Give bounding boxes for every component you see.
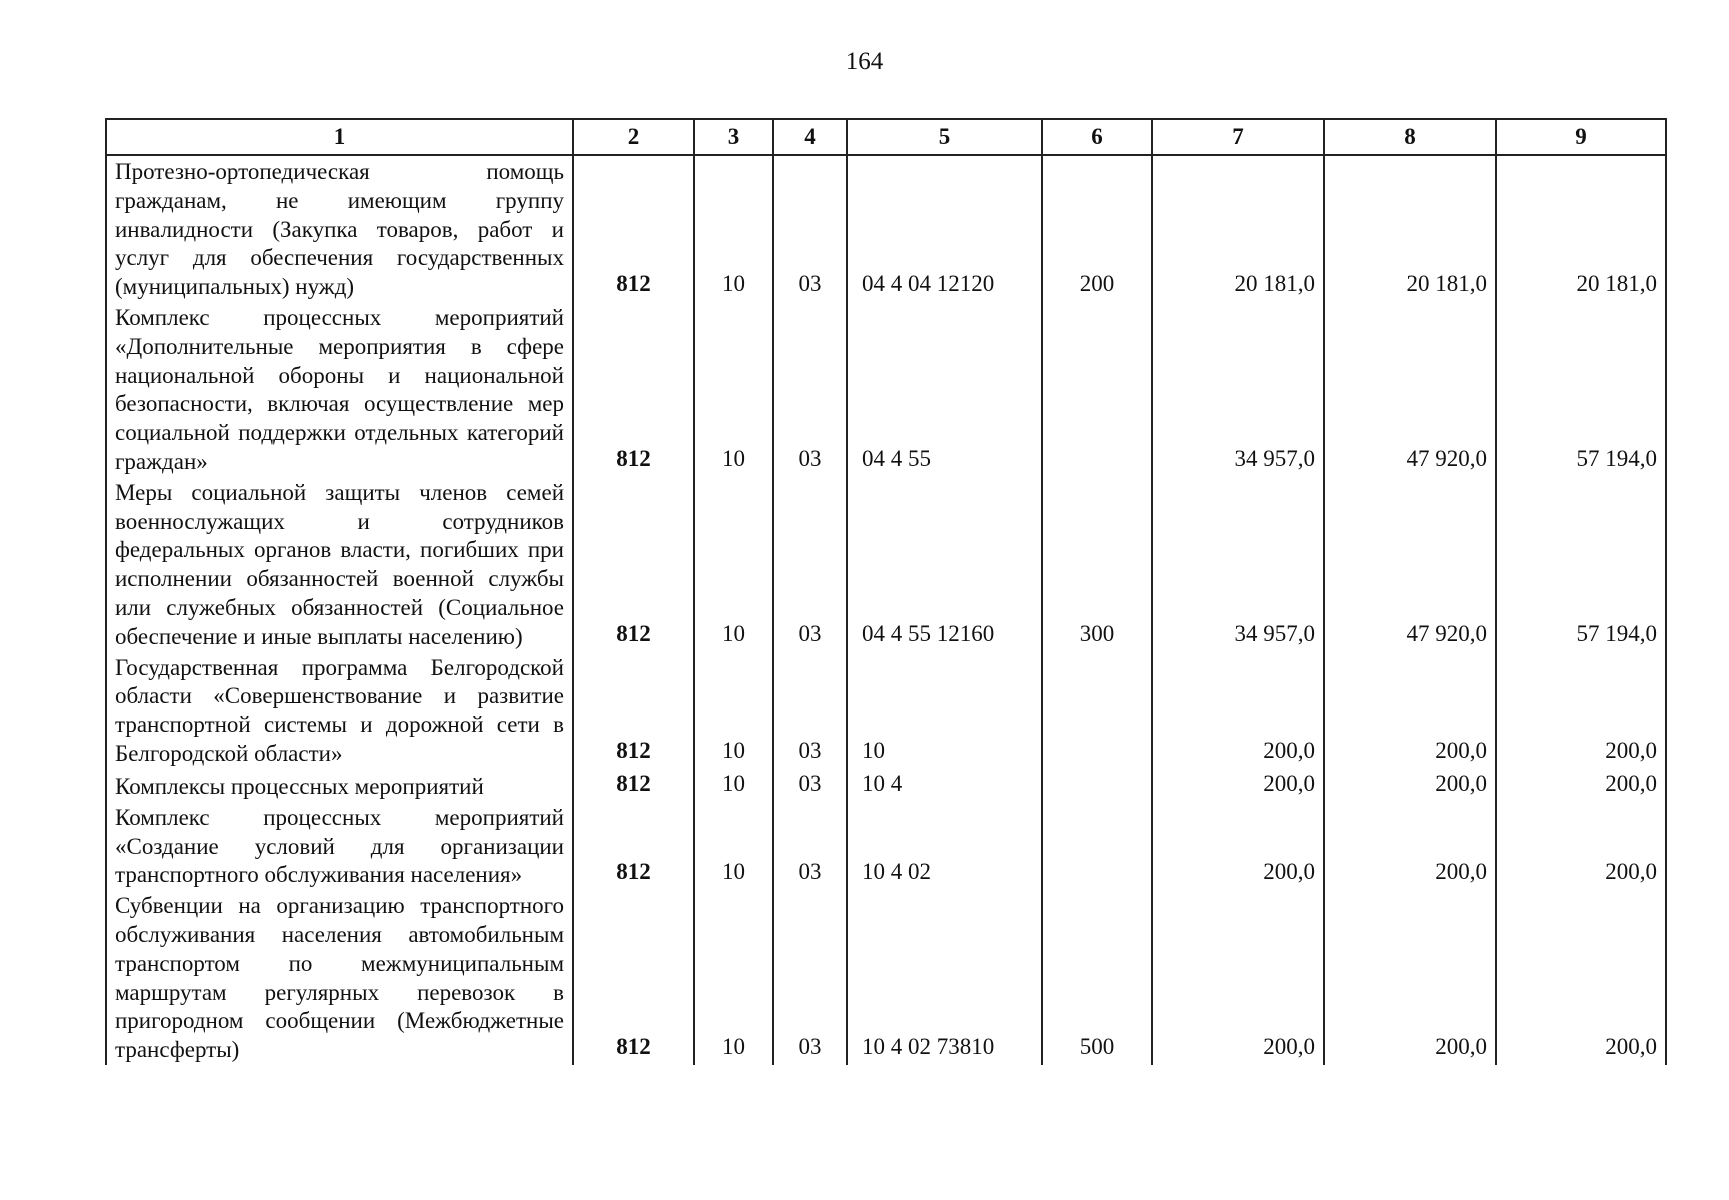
row-amount-year3: 57 194,0 (1496, 477, 1666, 652)
row-amount-year2: 20 181,0 (1324, 155, 1496, 302)
row-amount-year2: 200,0 (1324, 769, 1496, 802)
row-subsection: 03 (773, 302, 847, 477)
row-amount-year1: 20 181,0 (1152, 155, 1324, 302)
row-amount-year3: 57 194,0 (1496, 302, 1666, 477)
row-section: 10 (694, 769, 773, 802)
row-expense-type (1042, 652, 1152, 769)
row-name: Комплексы процессных мероприятий (106, 769, 573, 802)
row-name: Протезно-ортопедическая помощь гражданам, не имеющим группу инвалидности (Закупка товаров, работ и услуг для обеспечения государственных (муниципальных) нужд) (106, 155, 573, 302)
row-amount-year3: 200,0 (1496, 652, 1666, 769)
row-amount-year2: 200,0 (1324, 890, 1496, 1065)
header-row (106, 119, 1666, 155)
column-header-4: 4 (773, 119, 847, 155)
page-number: 164 (845, 48, 884, 75)
row-target-code: 04 4 04 12120 (847, 155, 1042, 302)
column-header-5: 5 (847, 119, 1042, 155)
row-name: Субвенции на организацию транспортного обслуживания населения автомобильным транспортом по межмуниципальным маршрутам регулярных перевозок в пригородном сообщении (Межбюджетные трансферты) (106, 890, 573, 1065)
table-row (106, 155, 1666, 302)
row-section: 10 (694, 302, 773, 477)
row-expense-type: 300 (1042, 477, 1152, 652)
row-subsection: 03 (773, 155, 847, 302)
row-amount-year1: 34 957,0 (1152, 302, 1324, 477)
row-amount-year1: 34 957,0 (1152, 477, 1324, 652)
table-row (106, 769, 1666, 802)
row-subsection: 03 (773, 802, 847, 890)
table-row (106, 890, 1666, 1065)
column-header-9: 9 (1496, 119, 1666, 155)
row-amount-year3: 200,0 (1496, 890, 1666, 1065)
row-admin-code: 812 (573, 155, 694, 302)
column-header-1: 1 (106, 119, 573, 155)
row-amount-year2: 200,0 (1324, 802, 1496, 890)
row-name: Комплекс процессных мероприятий «Дополнительные мероприятия в сфере национальной обороны и национальной безопасности, включая осуществление мер социальной поддержки отдельных категорий граждан» (106, 302, 573, 477)
row-target-code: 10 (847, 652, 1042, 769)
row-target-code: 10 4 02 (847, 802, 1042, 890)
row-amount-year3: 200,0 (1496, 769, 1666, 802)
row-subsection: 03 (773, 477, 847, 652)
row-section: 10 (694, 890, 773, 1065)
row-section: 10 (694, 652, 773, 769)
row-admin-code: 812 (573, 769, 694, 802)
column-header-8: 8 (1324, 119, 1496, 155)
row-admin-code: 812 (573, 302, 694, 477)
table-row (106, 477, 1666, 652)
row-subsection: 03 (773, 890, 847, 1065)
table-row (106, 652, 1666, 769)
row-amount-year2: 47 920,0 (1324, 302, 1496, 477)
column-header-3: 3 (694, 119, 773, 155)
row-admin-code: 812 (573, 652, 694, 769)
row-amount-year1: 200,0 (1152, 652, 1324, 769)
table-row (106, 302, 1666, 477)
row-name: Меры социальной защиты членов семей военнослужащих и сотрудников федеральных органов власти, погибших при исполнении обязанностей военной службы или служебных обязанностей (Социальное обеспечение и иные выплаты населению) (106, 477, 573, 652)
column-header-2: 2 (573, 119, 694, 155)
row-subsection: 03 (773, 652, 847, 769)
row-amount-year3: 20 181,0 (1496, 155, 1666, 302)
row-admin-code: 812 (573, 890, 694, 1065)
row-expense-type (1042, 769, 1152, 802)
row-expense-type (1042, 302, 1152, 477)
row-admin-code: 812 (573, 802, 694, 890)
row-name: Комплекс процессных мероприятий «Создание условий для организации транспортного обслуживания населения» (106, 802, 573, 890)
row-amount-year3: 200,0 (1496, 802, 1666, 890)
row-target-code: 04 4 55 (847, 302, 1042, 477)
row-admin-code: 812 (573, 477, 694, 652)
row-amount-year2: 200,0 (1324, 652, 1496, 769)
budget-table (105, 118, 1667, 1065)
row-name: Государственная программа Белгородской области «Совершенствование и развитие транспортной системы и дорожной сети в Белгородской области» (106, 652, 573, 769)
row-target-code: 10 4 02 73810 (847, 890, 1042, 1065)
row-subsection: 03 (773, 769, 847, 802)
row-expense-type: 200 (1042, 155, 1152, 302)
row-expense-type: 500 (1042, 890, 1152, 1065)
table-row (106, 802, 1666, 890)
row-expense-type (1042, 802, 1152, 890)
row-amount-year2: 47 920,0 (1324, 477, 1496, 652)
column-header-6: 6 (1042, 119, 1152, 155)
row-target-code: 04 4 55 12160 (847, 477, 1042, 652)
row-target-code: 10 4 (847, 769, 1042, 802)
row-section: 10 (694, 155, 773, 302)
row-amount-year1: 200,0 (1152, 890, 1324, 1065)
row-section: 10 (694, 477, 773, 652)
row-amount-year1: 200,0 (1152, 802, 1324, 890)
row-section: 10 (694, 802, 773, 890)
column-header-7: 7 (1152, 119, 1324, 155)
row-amount-year1: 200,0 (1152, 769, 1324, 802)
